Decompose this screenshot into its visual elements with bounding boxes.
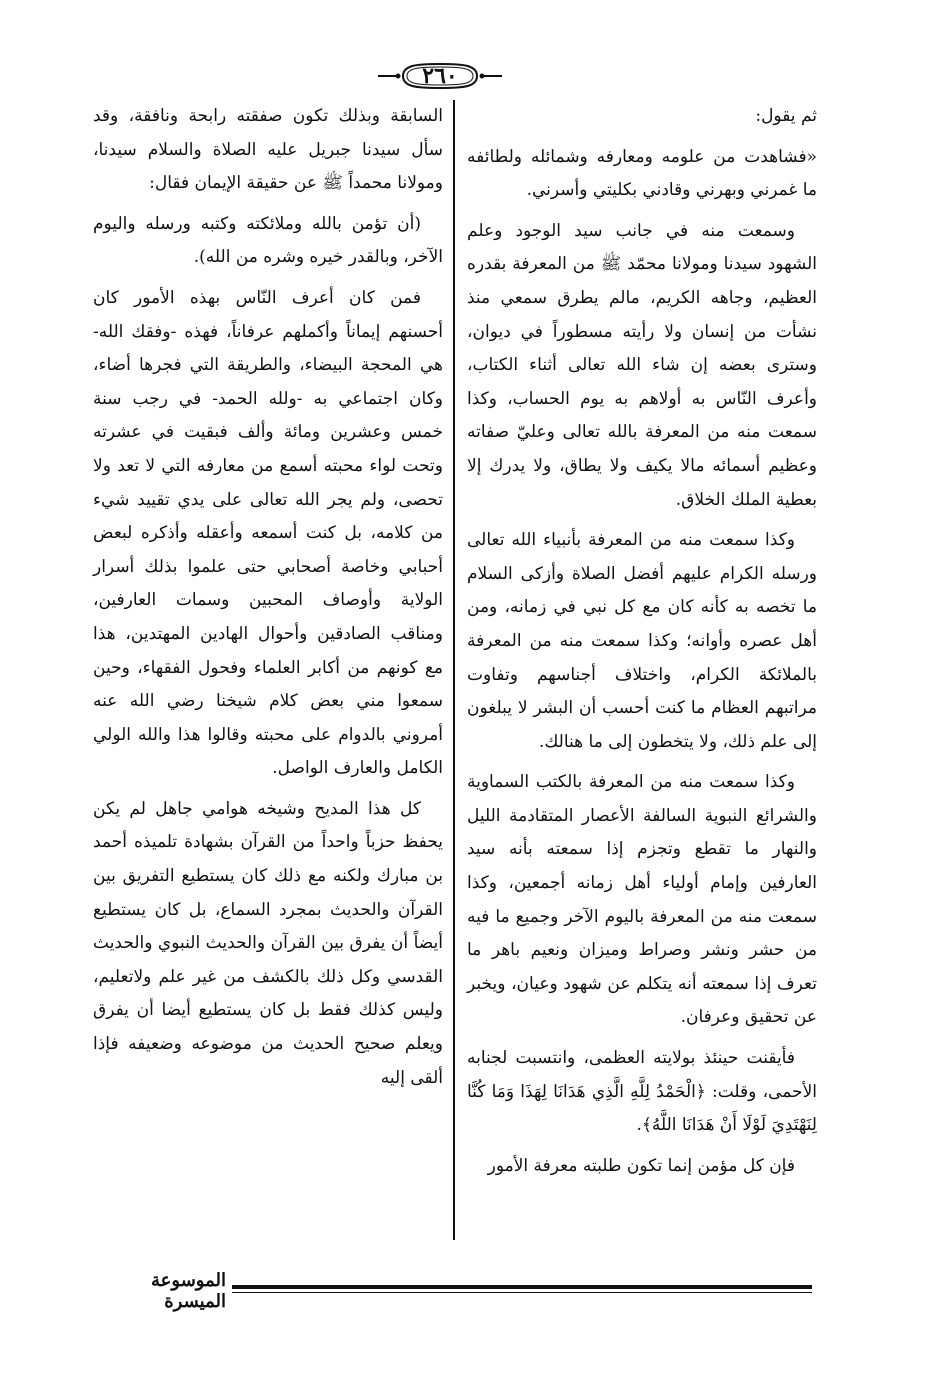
header-rule-left: [378, 75, 396, 77]
page-number: ٢٦٠: [422, 63, 458, 89]
paragraph: وسمعت منه في جانب سيد الوجود وعلم الشهود سيدنا ومولانا محمّد ﷺ من المعرفة بقدره العظيم، وجاهه الكريم، مالم يطرق سمعي منذ نشأت من إنسان ولا رأيته مسطوراً في ديوان، وسترى بعضه إن شاء الله تعالى أثناء الكتاب، وأعرف النّاس به أولاهم به يوم الحساب، وكذا سمعت منه من المعرفة بالله تعالى وعليّ صفاته وعظيم أسمائه مالا يكيف ولا يطاق، ولا يدرك إلا بعطية الملك الخلاق.: [467, 220, 817, 510]
right-column: [467, 100, 817, 1190]
footer-rule: [232, 1285, 812, 1289]
paragraph: وكذا سمعت منه من المعرفة بأنبياء الله تعالى ورسله الكرام عليهم أفضل الصلاة وأزكى السلام ما تخصه به كأنه كان مع كل نبي في زمانه، ومن أهل عصره وأوانه؛ وكذا سمعت منه من المعرفة بالملائكة الكرام، واختلاف أجناسهم وتفاوت مراتبهم العظام ما كنت أحسب أن البشر لا يبلغون إلى علم ذلك، ولا يتخطون إلى ما هنالك.: [467, 530, 817, 752]
paragraph: السابقة وبذلك تكون صفقته رابحة ونافقة، وقد سأل سيدنا جبريل عليه الصلاة والسلام سيدنا، ومولانا محمداً ﷺ عن حقيقة الإيمان فقال:: [93, 106, 443, 194]
paragraph: وكذا سمعت منه من المعرفة بالكتب السماوية والشرائع النبوية السالفة الأعصار المتقادمة الليل والنهار ما تقطع وتجزم إذا سمعته بأنه سيد العارفين وإمام أولياء أهل زمانه أجمعين، وكذا سمعت منه من المعرفة باليوم الآخر وجميع ما فيه من حشر ونشر وصراط وميزان ونعيم باهر ما تعرف إذا سمعته أنه يتكلم عن شهود وعيان، ويخبر عن تحقيق وعرفان.: [467, 772, 817, 1028]
paragraph: فإن كل مؤمن إنما تكون طلبته معرفة الأمور: [487, 1155, 795, 1176]
paragraph: «فشاهدت من علومه ومعارفه وشمائله ولطائفه ما غمرني وبهرني وقادني بكليتي وأسرني.: [467, 146, 817, 201]
column-divider: [453, 100, 455, 1240]
paragraph: فمن كان أعرف النّاس بهذه الأمور كان أحسنهم إيماناً وأكملهم عرفاناً، فهذه -وفقك الله- هي المحجة البيضاء، والطريقة التي فجرها أضاء، وكان اجتماعي به -ولله الحمد- في رجب سنة خمس وعشرين ومائة وألف فبقيت في عشرته وتحت لواء محبته أسمع من معارفه التي لا تعد ولا تحصى، ولم يجر الله تعالى على يدي تقييد شيء من كلامه، بل كنت أسمعه وأعقله وأذكره لبعض أحبابي وخاصة أصحابي حتى علموا بذلك أسرار الولاية وأوصاف المحبين وسمات العارفين، ومناقب الصادقين وأحوال الهادين المهتدين، هذا مع كونهم من أكابر العلماء وفحول الفقهاء، وحين سمعوا مني بعض كلام شيخنا رضي الله عنه أمروني بالدوام على محبته وقالوا هذا والله الولي الكامل والعارف الواصل.: [93, 287, 443, 779]
header-rule-right: [484, 75, 502, 77]
footer-title: الموسوعة الميسرة: [151, 1270, 226, 1312]
paragraph: كل هذا المديح وشيخه هوامي جاهل لم يكن يحفظ حزباً واحداً من القرآن بشهادة تلميذه أحمد بن مبارك ولكنه مع ذلك كان يستطيع التفريق بين القرآن والحديث بمجرد السماع، بل كان يستطيع أيضاً أن يفرق بين القرآن والحديث النبوي والحديث القدسي وكل ذلك بالكشف من غير علم ولاتعليم، وليس كذلك فقط بل كان يستطيع أيضا أن يفرق ويعلم صحيح الحديث من موضوعه وضعيفه فإذا ألقى إليه: [93, 798, 443, 1088]
footer-rule-thin: [232, 1292, 812, 1293]
paragraph: ثم يقول:: [755, 106, 817, 126]
paragraph: (أن تؤمن بالله وملائكته وكتبه ورسله واليوم الآخر، وبالقدر خيره وشره من الله).: [93, 213, 443, 268]
paragraph: فأيقنت حينئذ بولايته العظمى، وانتسبت لجنابه الأحمى، وقلت: ﴿الْحَمْدُ لِلَّهِ الَّذِي هَدَانَا لِهَذَا وَمَا كُنَّا لِنَهْتَدِيَ لَوْلَا أَنْ هَدَانَا اللَّهُ﴾.: [467, 1048, 817, 1136]
left-column: [93, 100, 443, 1102]
page-number-frame: [393, 62, 487, 90]
